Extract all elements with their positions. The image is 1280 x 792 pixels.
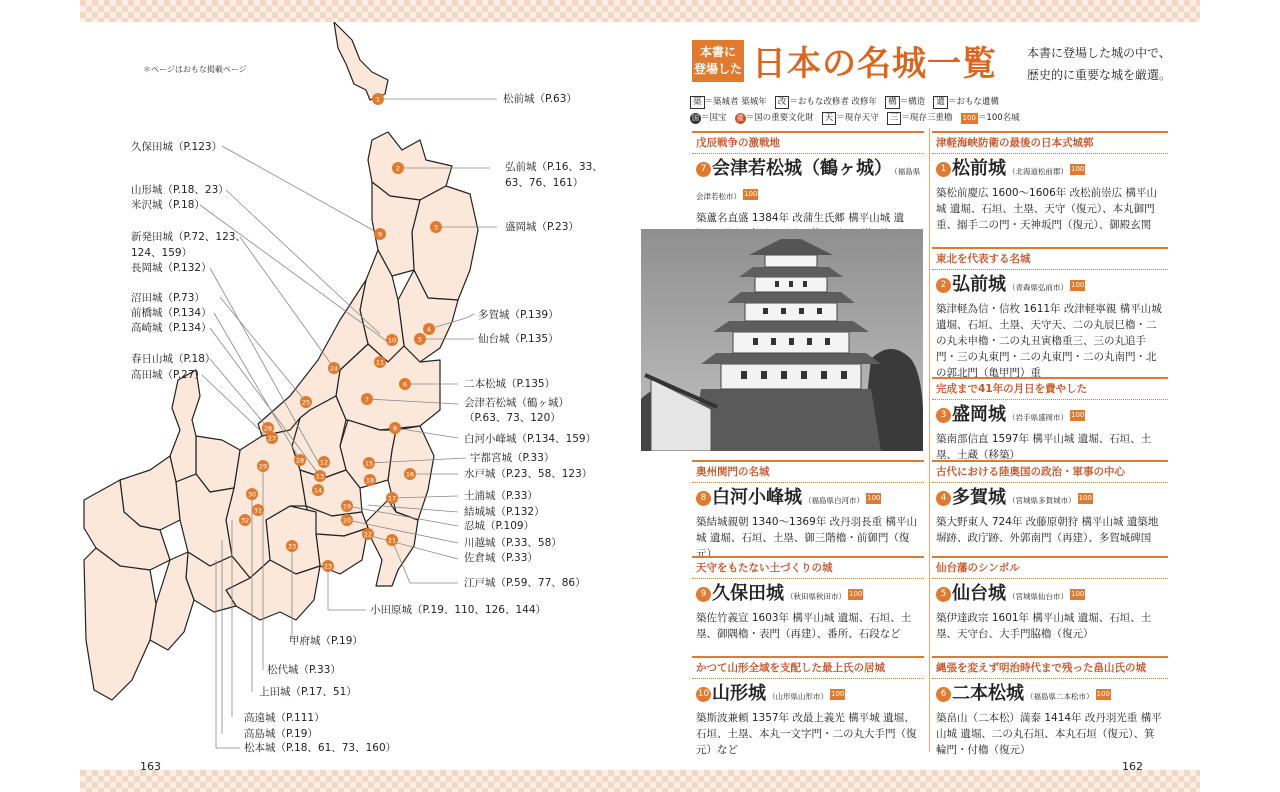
entry-aizu-name: 会津若松城（鶴ヶ城） (712, 158, 892, 179)
svg-text:32: 32 (240, 516, 250, 525)
entry-kubota (692, 556, 924, 642)
entry-yamagata-100-badge: 100 (831, 690, 845, 698)
entry-nihonmatsu-number: 6 (936, 687, 951, 702)
label-yuki: 結城城（P.132） (464, 506, 545, 518)
svg-text:18: 18 (365, 476, 375, 485)
page-subtitle (1027, 42, 1171, 86)
header-tag (692, 40, 744, 82)
label-takasaki: 高崎城（P.134） (131, 322, 212, 334)
marker-16 (404, 468, 416, 480)
hokkaido-region (334, 22, 388, 100)
label-taga: 多賀城（P.139） (478, 309, 559, 321)
marker-11 (374, 356, 386, 368)
label-kofu: 甲府城（P.19） (289, 635, 363, 647)
entry-hirosaki-number: 2 (936, 278, 951, 293)
entry-aizu (692, 131, 924, 242)
page-number-right: 162 (1122, 760, 1143, 773)
label-takada: 高田城（P.27） (131, 369, 205, 381)
entry-sendai-header (932, 579, 1168, 610)
marker-3 (430, 221, 442, 233)
legend-san-badge: 三 (887, 112, 902, 125)
entry-taga-desc: 築大野東人 724年 改藤原朝狩 構平山城 遺築地塀跡、政庁跡、外郭南門（再建）、多賀城碑国 (936, 516, 1159, 544)
legend-san-text: ＝現存三重櫓 (901, 113, 953, 123)
legend-i-text: ＝おもな遺構 (947, 97, 999, 107)
legend-100-badge: 100 (962, 114, 976, 122)
top-decorative-band (80, 0, 1200, 22)
legend-ten-badge: 天 (822, 112, 837, 125)
label-nihonmatsu: 二本松城（P.135） (464, 378, 556, 390)
page-subtitle-line1: 本書に登場した城の中で、 (1027, 46, 1171, 60)
entry-hirosaki-section: 東北を代表する名城 (932, 249, 1168, 270)
entry-kubota-section: 天守をもたない土づくりの城 (692, 558, 924, 579)
svg-text:30: 30 (247, 490, 257, 499)
svg-text:12: 12 (319, 458, 329, 467)
entry-aizu-location: （福島県会津若松市） (696, 167, 921, 201)
entry-matsumae-name: 松前城 (952, 158, 1006, 179)
entry-kubota-name: 久保田城 (712, 583, 784, 604)
entry-nihonmatsu-header (932, 679, 1168, 710)
legend-kokuho-badge: 国 (692, 114, 699, 122)
marker-32 (239, 514, 251, 526)
entry-yamagata (692, 656, 924, 758)
svg-text:6: 6 (402, 380, 408, 389)
entry-hirosaki-header (932, 270, 1168, 301)
entry-yamagata-name: 山形城 (712, 683, 766, 704)
entry-morioka-location: （岩手県盛岡市） (1008, 413, 1068, 422)
svg-text:8: 8 (392, 424, 398, 433)
svg-text:20: 20 (342, 516, 352, 525)
svg-text:1: 1 (375, 95, 381, 104)
entry-matsumae (932, 131, 1168, 233)
entry-yamagata-section: かつて山形全域を支配した最上氏の居城 (692, 658, 924, 679)
svg-text:19: 19 (342, 502, 352, 511)
entry-shirakawa (692, 460, 924, 562)
entry-sendai-desc: 築伊達政宗 1601年 構平山城 遺堀、石垣、土塁、天守台、大手門脇櫓（復元） (936, 612, 1152, 640)
marker-5 (414, 333, 426, 345)
svg-text:13: 13 (315, 472, 325, 481)
entry-nihonmatsu-name: 二本松城 (952, 683, 1024, 704)
legend-juyo-text: ＝国の重要文化財 (745, 113, 814, 123)
ishikawa-region (170, 370, 200, 482)
legend-100-text: ＝100名城 (977, 113, 1020, 123)
entry-morioka-section: 完成まで41年の月日を費やした (932, 379, 1168, 400)
marker-31 (252, 504, 264, 516)
svg-text:23: 23 (323, 562, 333, 571)
entry-sendai-number: 5 (936, 587, 951, 602)
kinki-south-region (84, 548, 156, 700)
entry-hirosaki-desc: 築津軽為信・信枚 1611年 改津軽寧親 構平山城 遺堀、石垣、土塁、天守天、二の丸辰巳櫓・二の丸未申櫓・二の丸丑寅櫓重三、三の丸追手門・三の丸東門・二の丸東門・二の丸南門・北の郭北門（亀甲門）重 (936, 303, 1162, 379)
label-aizu: 会津若松城（鶴ヶ城） (464, 397, 569, 409)
entry-morioka (932, 377, 1168, 463)
entry-taga-section: 古代における陸奥国の政治・軍事の中心 (932, 462, 1168, 483)
svg-text:14: 14 (313, 486, 323, 495)
entry-nihonmatsu (932, 656, 1168, 758)
label-kasugayama: 春日山城（P.18） (131, 353, 216, 365)
entry-kubota-number: 9 (696, 587, 711, 602)
svg-text:3: 3 (433, 223, 439, 232)
label-nagaoka: 長岡城（P.132） (131, 262, 212, 274)
entry-sendai-location: （宮城県仙台市） (1008, 592, 1068, 601)
entry-aizu-100-badge: 100 (744, 190, 758, 198)
svg-text:9: 9 (377, 230, 383, 239)
map-note: ＊ページはおもな掲載ページ (143, 65, 247, 74)
entry-aizu-number: 7 (696, 162, 711, 177)
marker-20 (341, 514, 353, 526)
label-hirosaki-2: 63、76、161） (505, 177, 584, 189)
entry-kubota-100-badge: 100 (849, 590, 863, 598)
label-yamagata: 山形城（P.18、23） (131, 184, 229, 196)
svg-text:10: 10 (387, 336, 397, 345)
label-yonezawa: 米沢城（P.18） (131, 199, 205, 211)
entry-morioka-name: 盛岡城 (952, 404, 1006, 425)
svg-text:24: 24 (329, 364, 339, 373)
entry-hirosaki-name: 弘前城 (952, 274, 1006, 295)
header-tag-line1: 本書に (699, 45, 736, 59)
label-shirakawa: 白河小峰城（P.134、159） (464, 433, 597, 445)
label-edo: 江戸城（P.59、77、86） (464, 577, 586, 589)
marker-22 (362, 528, 374, 540)
entry-nihonmatsu-100-badge: 100 (1096, 690, 1110, 698)
marker-14 (312, 484, 324, 496)
legend-chiku-badge: 築 (690, 96, 705, 109)
entry-aizu-desc: 築蘆名直盛 1384年 改蒲生氏郷 構平山城 遺 (696, 212, 905, 224)
marker-2 (392, 162, 404, 174)
entry-morioka-header (932, 400, 1168, 431)
entry-taga-location: （宮城県多賀城市） (1008, 496, 1076, 505)
entry-morioka-desc: 築南部信直 1597年 構平山城 遺堀、石垣、土塁、土蔵（移築） (936, 433, 1152, 461)
legend-i-badge: 遺 (933, 96, 948, 109)
svg-text:21: 21 (387, 536, 397, 545)
entry-sendai-name: 仙台城 (952, 583, 1006, 604)
legend-ten-text: ＝現存天守 (836, 113, 879, 123)
label-kubota: 久保田城（P.123） (131, 141, 223, 153)
label-oshi: 忍城（P.109） (464, 520, 535, 532)
entry-kubota-desc: 築佐竹義宣 1603年 構平山城 遺堀、石垣、土塁、御隅櫓・表門（再建）、番所、石段など (696, 612, 912, 640)
iwate-region (412, 186, 478, 300)
entry-yamagata-location: （山形県山形市） (768, 692, 828, 701)
label-shibata: 新発田城（P.72、123、 (131, 231, 246, 243)
svg-text:29: 29 (258, 462, 268, 471)
label-matsumae: 松前城（P.63） (503, 93, 577, 105)
legend-kai-text: ＝おもな改修者 改修年 (789, 97, 878, 107)
svg-text:22: 22 (363, 530, 373, 539)
marker-7 (361, 393, 373, 405)
entry-taga-header (932, 483, 1168, 514)
label-odawara: 小田原城（P.19、110、126、144） (370, 604, 547, 616)
page-subtitle-line2: 歴史的に重要な城を厳選。 (1027, 68, 1172, 82)
entry-matsumae-location: （北海道松前郡） (1008, 167, 1068, 176)
bottom-decorative-band (80, 770, 1200, 792)
legend-kokuho-text: ＝国宝 (701, 113, 727, 123)
entry-yamagata-number: 10 (696, 687, 711, 702)
legend-juyo-badge: 重 (736, 114, 744, 122)
label-maebashi: 前橋城（P.134） (131, 307, 212, 319)
entry-shirakawa-header (692, 483, 924, 514)
label-kawagoe: 川越城（P.33、58） (464, 537, 562, 549)
svg-text:27: 27 (267, 434, 277, 443)
svg-text:15: 15 (364, 459, 374, 468)
entry-nihonmatsu-section: 縄張を変えず明治時代まで残った畠山氏の城 (932, 658, 1168, 679)
marker-23 (322, 560, 334, 572)
marker-13 (314, 470, 326, 482)
marker-18 (364, 474, 376, 486)
entry-matsumae-number: 1 (936, 162, 951, 177)
entry-sendai-100-badge: 100 (1071, 590, 1085, 598)
label-hirosaki: 弘前城（P.16、33、 (505, 161, 603, 173)
svg-text:7: 7 (364, 395, 370, 404)
entry-shirakawa-section: 奥州関門の名城 (692, 462, 924, 483)
marker-30 (246, 488, 258, 500)
label-matsushiro: 松代城（P.33） (267, 664, 341, 676)
entry-aizu-header (692, 154, 924, 210)
marker-8 (389, 422, 401, 434)
entry-hirosaki-location: （青森県弘前市） (1008, 283, 1068, 292)
marker-29 (257, 460, 269, 472)
entry-sendai-section: 仙台藩のシンボル (932, 558, 1168, 579)
marker-4 (423, 323, 435, 335)
entry-hirosaki-100-badge: 100 (1071, 281, 1085, 289)
marker-24 (328, 362, 340, 374)
label-numata: 沼田城（P.73） (131, 292, 205, 304)
legend-kou-text: ＝構造 (899, 97, 926, 107)
entry-shirakawa-number: 8 (696, 491, 711, 506)
marker-19 (341, 500, 353, 512)
label-matsumoto: 松本城（P.18、61、73、160） (244, 742, 397, 754)
entry-yamagata-header (692, 679, 924, 710)
svg-text:2: 2 (395, 164, 401, 173)
marker-9 (374, 228, 386, 240)
label-shibata-2: 124、159） (131, 247, 193, 259)
label-tsuchiura: 土浦城（P.33） (464, 490, 538, 502)
entry-morioka-100-badge: 100 (1071, 411, 1085, 419)
entry-shirakawa-location: （福島県白河市） (804, 496, 864, 505)
svg-text:25: 25 (301, 398, 311, 407)
entry-taga (932, 460, 1168, 546)
entry-shirakawa-100-badge: 100 (867, 494, 881, 502)
entry-kubota-header (692, 579, 924, 610)
legend-kai-badge: 改 (775, 96, 790, 109)
svg-text:33: 33 (287, 542, 297, 551)
label-sendai: 仙台城（P.135） (478, 333, 559, 345)
marker-6 (399, 378, 411, 390)
marker-12 (318, 456, 330, 468)
label-ueda: 上田城（P.17、51） (259, 686, 357, 698)
svg-text:16: 16 (405, 470, 415, 479)
entry-matsumae-100-badge: 100 (1071, 165, 1085, 173)
entry-morioka-number: 3 (936, 408, 951, 423)
page-number-left: 163 (140, 760, 161, 773)
entry-yamagata-desc: 築斯波兼頼 1357年 改最上義光 構平城 遺堀、石垣、土塁、本丸一文字門・二の丸大手門（復元）など (696, 712, 917, 756)
svg-text:28: 28 (295, 456, 305, 465)
marker-17 (386, 492, 398, 504)
column-divider (929, 128, 930, 752)
castle-photo (641, 229, 923, 451)
svg-text:26: 26 (263, 424, 273, 433)
marker-27 (266, 432, 278, 444)
entry-taga-name: 多賀城 (952, 487, 1006, 508)
entry-kubota-location: （秋田県秋田市） (786, 592, 846, 601)
marker-28 (294, 454, 306, 466)
entry-matsumae-section: 津軽海峡防衛の最後の日本式城郭 (932, 133, 1168, 154)
svg-text:5: 5 (417, 335, 423, 344)
marker-21 (386, 534, 398, 546)
page-title: 日本の名城一覧 (752, 44, 997, 84)
entry-matsumae-desc: 築松前慶広 1600～1606年 改松前崇広 構平山城 遺堀、石垣、土塁、天守（復元）、本丸御門重、搦手二の門・天神坂門（復元）、御殿玄関 (936, 187, 1157, 231)
label-takato: 高遠城（P.111） (244, 712, 325, 724)
svg-text:11: 11 (375, 358, 385, 367)
legend-row-2 (690, 110, 1020, 126)
entry-sendai (932, 556, 1168, 642)
marker-33 (286, 540, 298, 552)
svg-text:4: 4 (426, 325, 432, 334)
legend-kou-badge: 構 (885, 96, 900, 109)
entry-taga-100-badge: 100 (1078, 494, 1092, 502)
entry-matsumae-header (932, 154, 1168, 185)
legend-chiku-text: ＝築城者 築城年 (704, 97, 767, 107)
entry-nihonmatsu-location: （福島県二本松市） (1026, 692, 1094, 701)
entry-aizu-section: 戊辰戦争の激戦地 (692, 133, 924, 154)
japan-map (80, 22, 640, 762)
label-sakura: 佐倉城（P.33） (464, 552, 538, 564)
entry-hirosaki (932, 247, 1168, 381)
marker-1 (372, 93, 384, 105)
label-takashima: 高島城（P.19） (244, 728, 318, 740)
legend-row-1 (690, 94, 1020, 110)
legend (690, 94, 1020, 126)
svg-text:17: 17 (387, 494, 397, 503)
header-tag-line2: 登場した (693, 62, 742, 76)
entry-shirakawa-desc: 築結城親朝 1340～1369年 改丹羽長重 構平山城 遺堀、石垣、土塁、御三階櫓・前御門（復元） (696, 516, 917, 560)
label-mito: 水戸城（P.23、58、123） (464, 468, 593, 480)
svg-text:31: 31 (253, 506, 263, 515)
entry-shirakawa-name: 白河小峰城 (712, 487, 802, 508)
marker-25 (300, 396, 312, 408)
label-aizu-2: （P.63、73、120） (464, 412, 561, 424)
entry-taga-number: 4 (936, 491, 951, 506)
marker-15 (363, 457, 375, 469)
entry-nihonmatsu-desc: 築畠山（二本松）満泰 1414年 改丹羽光重 構平山城 遺堀、二の丸石垣、本丸石垣（復元）、箕輪門・付櫓（復元） (936, 712, 1162, 756)
marker-10 (386, 334, 398, 346)
label-utsunomiya: 宇都宮城（P.33） (470, 452, 555, 464)
label-morioka: 盛岡城（P.23） (505, 221, 579, 233)
